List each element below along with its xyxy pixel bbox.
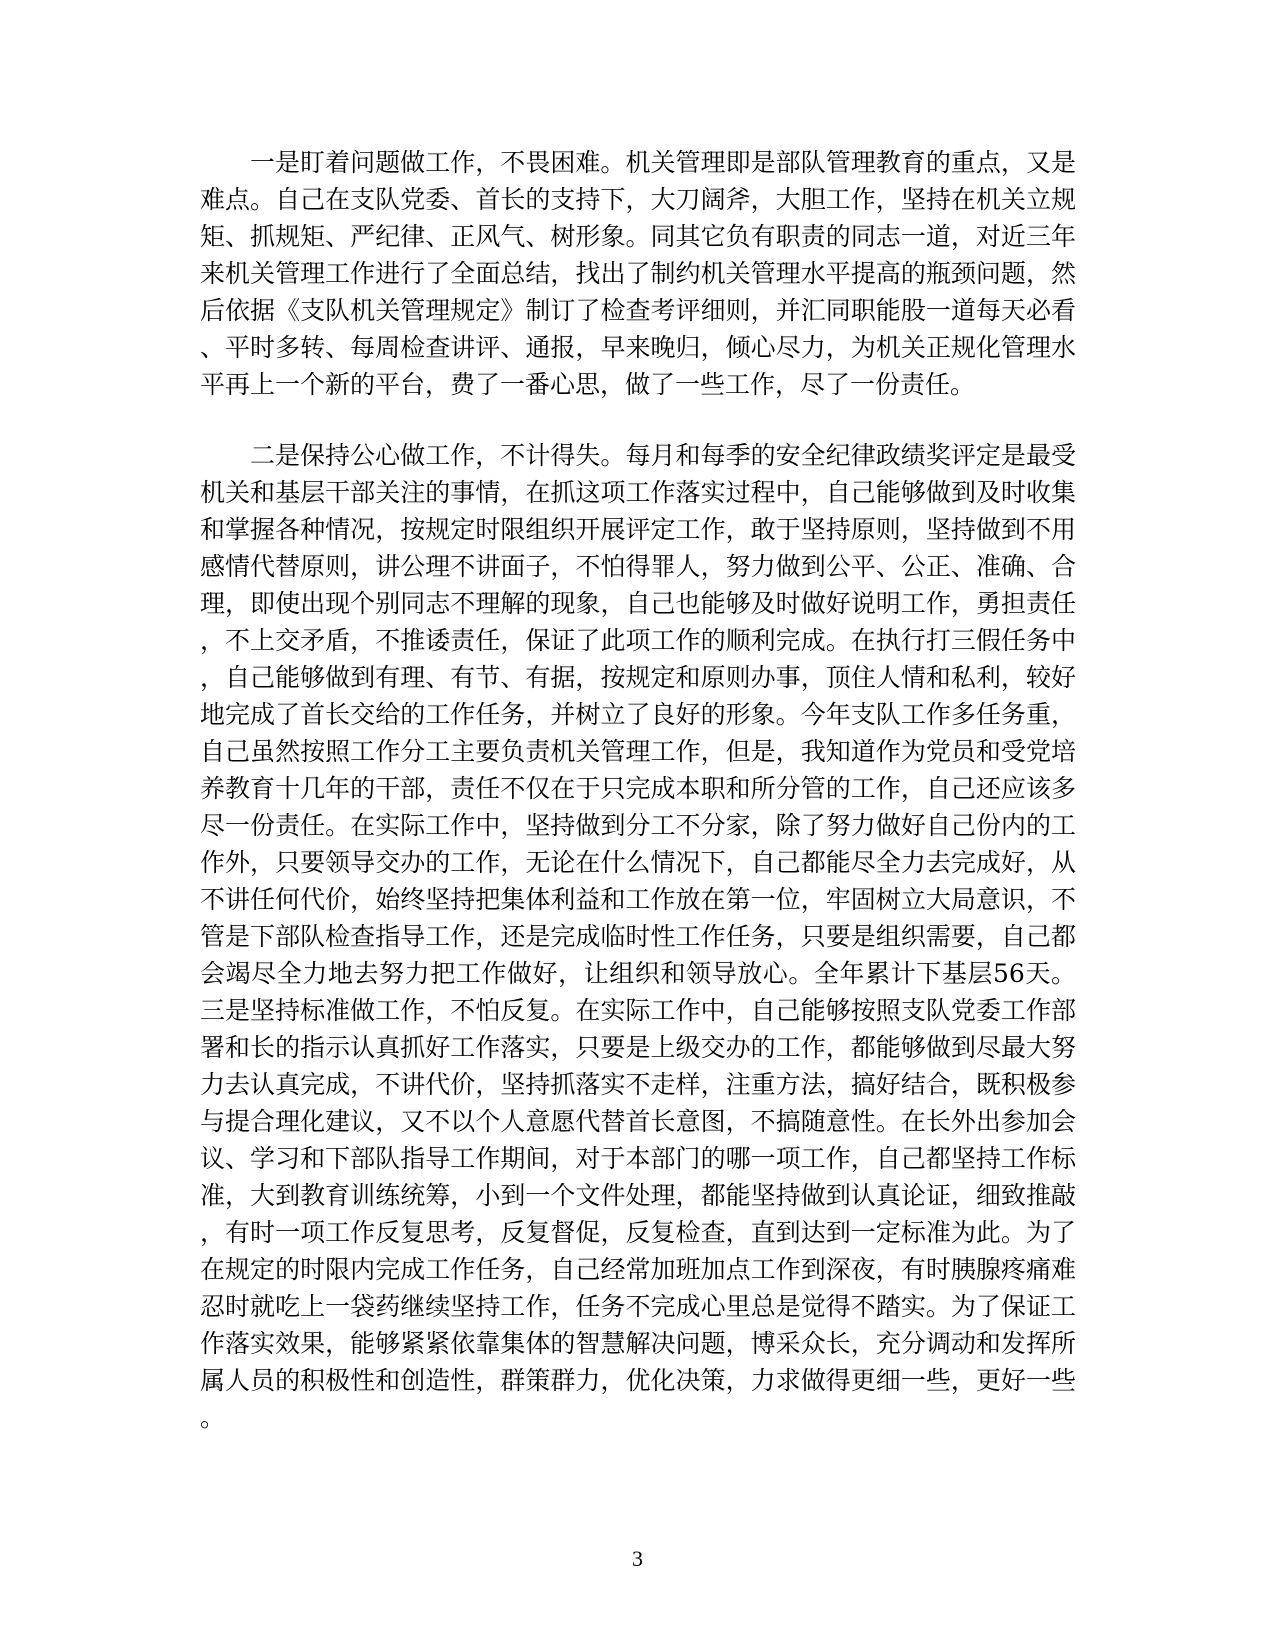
document-body: [200, 144, 1076, 1436]
paragraph-impartial-work: 二是保持公心做工作，不计得失。每月和每季的安全纪律政绩奖评定是最受机关和基层干部关注的事情，在抓这项工作落实过程中，自己能够做到及时收集和掌握各种情况，按规定时限组织开展评定工作，敢于坚持原则，坚持做到不用感情代替原则，讲公理不讲面子，不怕得罪人，努力做到公平、公正、准确、合理，即使出现个别同志不理解的现象，自己也能够及时做好说明工作，勇担责任，不上交矛盾，不推诿责任，保证了此项工作的顺利完成。在执行打三假任务中，自己能够做到有理、有节、有据，按规定和原则办事，顶住人情和私利，较好地完成了首长交给的工作任务，并树立了良好的形象。今年支队工作多任务重，自己虽然按照工作分工主要负责机关管理工作，但是，我知道作为党员和受党培养教育十几年的干部，责任不仅在于只完成本职和所分管的工作，自己还应该多尽一份责任。在实际工作中，坚持做到分工不分家，除了努力做好自己份内的工作外，只要领导交办的工作，无论在什么情况下，自己都能尽全力去完成好，从不讲任何代价，始终坚持把集体利益和工作放在第一位，牢固树立大局意识，不管是下部队检查指导工作，还是完成临时性工作任务，只要是组织需要，自己都会竭尽全力地去努力把工作做好，让组织和领导放心。全年累计下基层56天。三是坚持标准做工作，不怕反复。在实际工作中，自己能够按照支队党委工作部署和长的指示认真抓好工作落实，只要是上级交办的工作，都能够做到尽最大努力去认真完成，不讲代价，坚持抓落实不走样，注重方法，搞好结合，既积极参与提合理化建议，又不以个人意愿代替首长意图，不搞随意性。在长外出参加会议、学习和下部队指导工作期间，对于本部门的哪一项工作，自己都坚持工作标准，大到教育训练统筹，小到一个文件处理，都能坚持做到认真论证，细致推敲，有时一项工作反复思考，反复督促，反复检查，直到达到一定标准为此。为了在规定的时限内完成工作任务，自己经常加班加点工作到深夜，有时胰腺疼痛难忍时就吃上一袋药继续坚持工作，任务不完成心里总是觉得不踏实。为了保证工作落实效果，能够紧紧依靠集体的智慧解决问题，博采众长，充分调动和发挥所属人员的积极性和创造性，群策群力，优化决策，力求做得更细一些，更好一些。: [200, 441, 1076, 1432]
page-number: 3: [632, 1546, 643, 1571]
paragraph-problem-focused-work: 一是盯着问题做工作，不畏困难。机关管理即是部队管理教育的重点，又是难点。自己在支队党委、首长的支持下，大刀阔斧，大胆工作，坚持在机关立规矩、抓规矩、严纪律、正风气、树形象。同其它负有职责的同志一道，对近三年来机关管理工作进行了全面总结，找出了制约机关管理水平提高的瓶颈问题，然后依据《支队机关管理规定》制订了检查考评细则，并汇同职能股一道每天必看、平时多转、每周检查讲评、通报，早来晚归，倾心尽力，为机关正规化管理水平再上一个新的平台，费了一番心思，做了一些工作，尽了一份责任。: [200, 148, 1076, 399]
